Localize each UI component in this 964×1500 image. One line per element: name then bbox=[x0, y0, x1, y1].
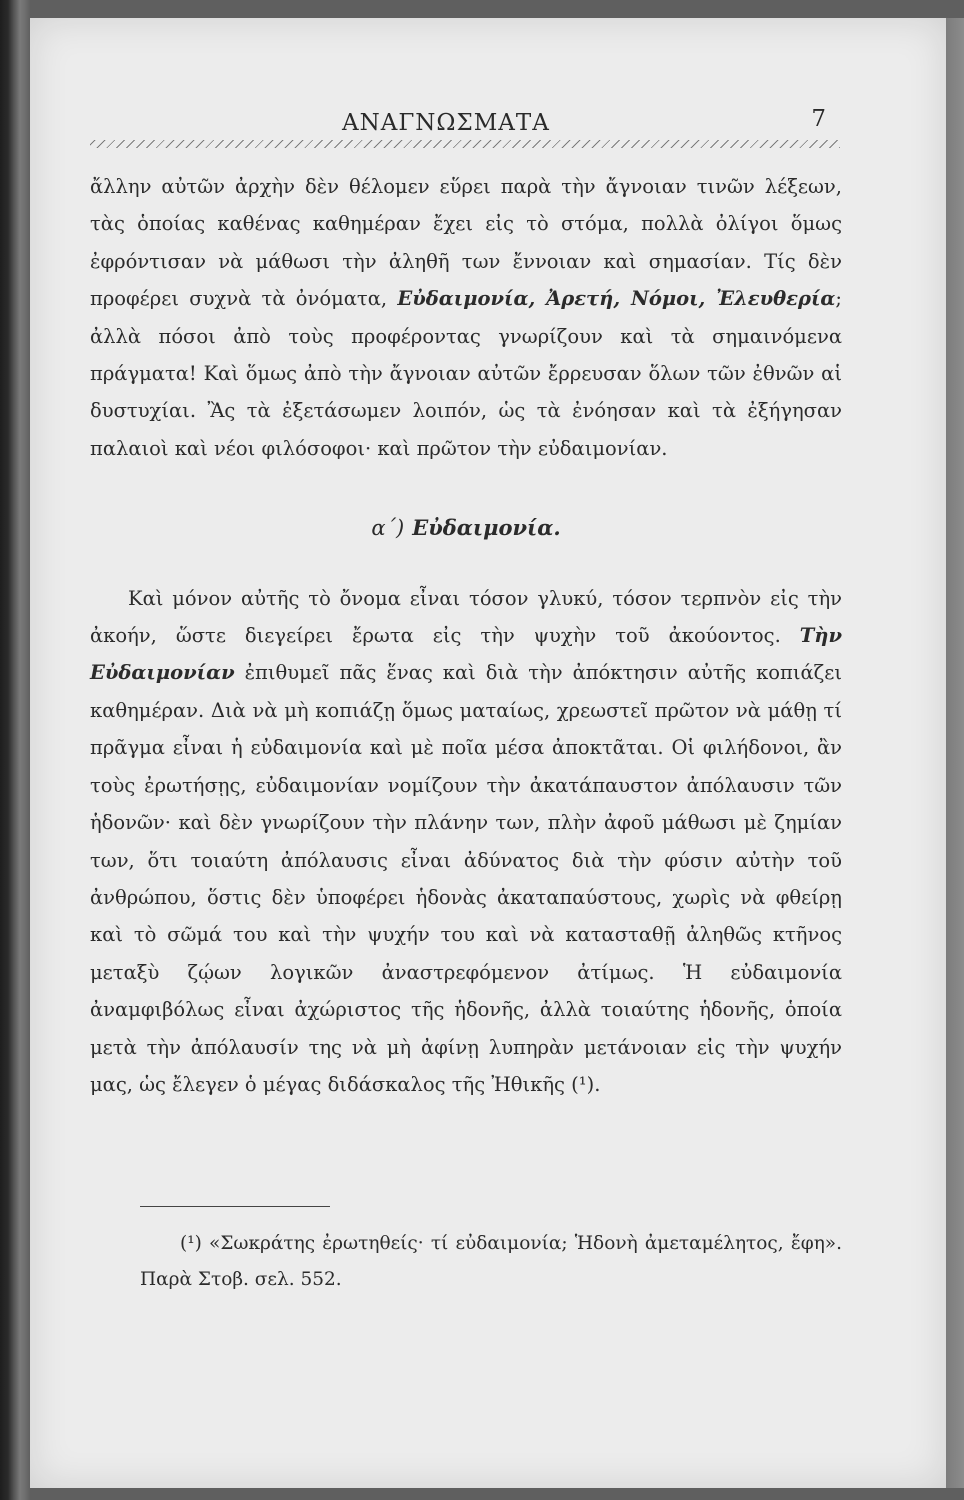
page-number: 7 bbox=[811, 106, 826, 132]
section-heading bbox=[90, 509, 842, 547]
header-divider bbox=[90, 140, 840, 148]
footnote-text: (¹) «Σωκράτης ἐρωτηθείς· τί εὐδαιμονία; Ἡδονὴ ἀμεταμέλητος, ἔφη». Παρὰ Στοβ. σελ. 552. bbox=[140, 1233, 842, 1290]
italic-terms: Εὐδαιμονία, Ἀρετή, Νόμοι, Ἐλευθερία bbox=[397, 287, 836, 311]
footnote bbox=[140, 1226, 842, 1298]
paragraph-text: ἄλλην αὐτῶν ἀρχὴν δὲν θέλομεν εὕρει παρὰ τὴν ἄγνοιαν τινῶν λέξεων, τὰς ὁποίας καθένας καθημέραν ἔχει εἰς τὸ στόμα, πολλὰ ὀλίγοι ὅμως ἐφρόντισαν νὰ μάθωσι τὴν ἀληθῆ των ἔννοιαν καὶ σημασίαν. Τίς δὲν προφέρει συχνὰ τὰ ὀνόματα, bbox=[90, 175, 842, 311]
section-title: Εὐδαιμονία. bbox=[412, 515, 561, 541]
running-title: ΑΝΑΓΝΩΣΜΑΤΑ bbox=[342, 110, 550, 136]
paragraph bbox=[90, 580, 842, 1104]
footnote-divider bbox=[140, 1206, 330, 1207]
paragraph-text: Καὶ μόνον αὐτῆς τὸ ὄνομα εἶναι τόσον γλυκύ, τόσον τερπνὸν εἰς τὴν ἀκοήν, ὥστε διεγείρει ἔρωτα εἰς τὴν ψυχὴν τοῦ ἀκούοντος. bbox=[90, 586, 842, 648]
book-page bbox=[30, 18, 948, 1488]
section-number: α΄) bbox=[371, 516, 405, 541]
italic-term: Τὴν Εὐδαιμονίαν bbox=[90, 624, 842, 685]
body-text bbox=[90, 168, 842, 1103]
paragraph bbox=[90, 168, 842, 467]
paragraph-text: ἐπιθυμεῖ πᾶς ἕνας καὶ διὰ τὴν ἀπόκτησιν αὐτῆς κοπιάζει καθημέραν. Διὰ νὰ μὴ κοπιάζῃ ὅμως ματαίως, χρεωστεῖ πρῶτον νὰ μάθῃ τί πρᾶγμα εἶναι ἡ εὐδαιμονία καὶ μὲ ποῖα μέσα ἀποκτᾶται. Οἱ φιλήδονοι, ἂν τοὺς ἐρωτήσῃς, εὐδαιμονίαν νομίζουν τὴν ἀκατάπαυστον ἀπόλαυσιν τῶν ἡδονῶν· καὶ δὲν γνωρίζουν τὴν πλάνην των, πλὴν ἀφοῦ μάθωσι μὲ ζημίαν των, ὅτι τοιαύτη ἀπόλαυσις εἶναι ἀδύνατος διὰ τὴν φύσιν αὐτὴν τοῦ ἀνθρώπου, ὅστις δὲν ὑποφέρει ἡδονὰς ἀκαταπαύστους, χωρὶς νὰ φθείρῃ καὶ τὸ σῶμά του καὶ τὴν ψυχήν του καὶ νὰ κατασταθῇ ἀληθῶς κτῆνος μεταξὺ ζῴων λογικῶν ἀναστρεφόμενον ἀτίμως. Ἡ εὐδαιμονία ἀναμφιβόλως εἶναι ἀχώριστος τῆς ἡδονῆς, ἀλλὰ τοιαύτης ἡδονῆς, ὁποία μετὰ τὴν ἀπόλαυσίν της νὰ μὴ ἀφίνῃ λυπηρὰν μετάνοιαν εἰς τὴν ψυχήν μας, ὡς ἔλεγεν ὁ μέγας διδάσκαλος τῆς Ἠθικῆς (¹). bbox=[90, 661, 842, 1096]
paragraph-text: ; ἀλλὰ πόσοι ἀπὸ τοὺς προφέροντας γνωρίζουν καὶ τὰ σημαινόμενα πράγματα! Καὶ ὅμως ἀπὸ τὴν ἄγνοιαν αὐτῶν ἔρρευσαν ὅλων τῶν ἐθνῶν αἱ δυστυχίαι. Ἂς τὰ ἐξετάσωμεν λοιπόν, ὡς τὰ ἐνόησαν καὶ τὰ ἐξήγησαν παλαιοὶ καὶ νέοι φιλόσοφοι· καὶ πρῶτον τὴν εὐδαιμονίαν. bbox=[90, 287, 842, 460]
running-head bbox=[30, 96, 946, 136]
